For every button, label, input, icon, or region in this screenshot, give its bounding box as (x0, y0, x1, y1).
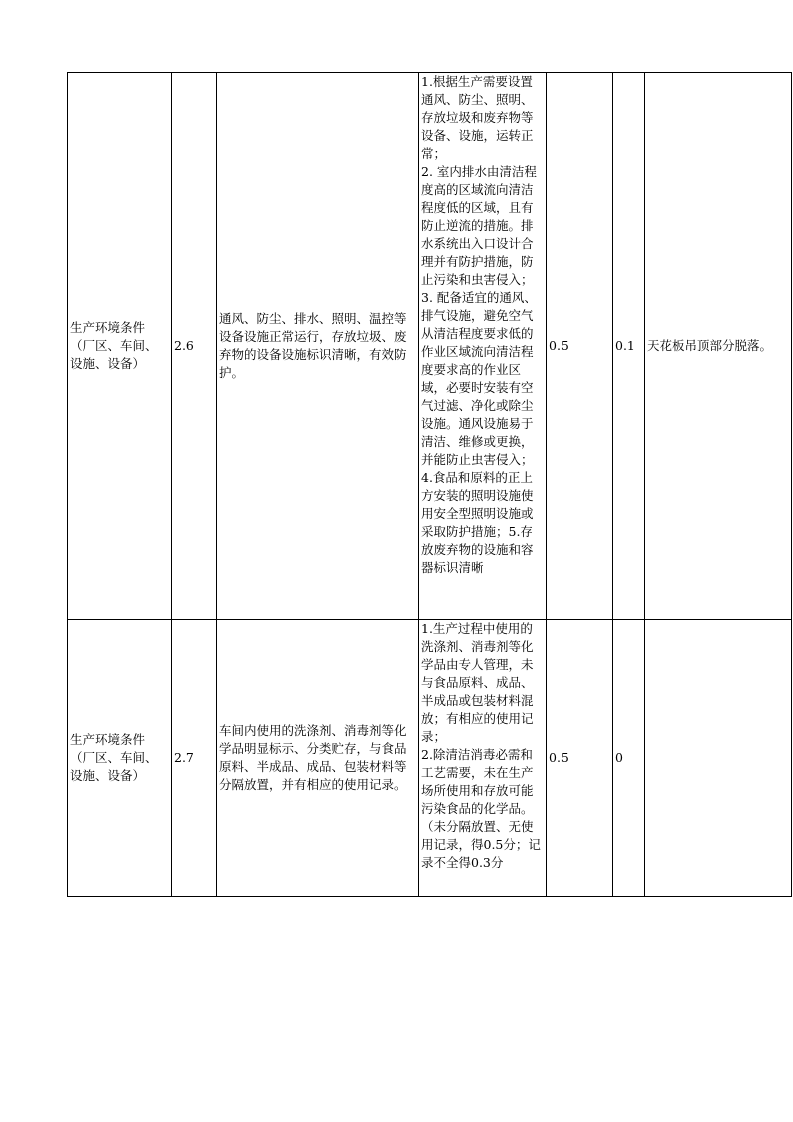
category-cell: 生产环境条件（厂区、车间、设施、设备） (68, 620, 172, 897)
note-cell (645, 620, 792, 897)
deduction-cell: 0 (613, 620, 645, 897)
requirement-cell: 车间内使用的洗涤剂、消毒剂等化学品明显标示、分类贮存，与食品原料、半成品、成品、包装材料等分隔放置，并有相应的使用记录。 (217, 620, 419, 897)
score-cell: 0.5 (547, 73, 613, 620)
deduction-cell: 0.1 (613, 73, 645, 620)
inspection-table (67, 72, 792, 897)
detail-cell: 1.生产过程中使用的洗涤剂、消毒剂等化学品由专人管理，未与食品原料、成品、半成品或包装材料混放；有相应的使用记录； 2.除清洁消毒必需和工艺需要，未在生产场所使用和存放可能污染食品的化学品。（未分隔放置、无使用记录，得0.5分；记录不全得0.3分 (419, 620, 547, 897)
score-cell: 0.5 (547, 620, 613, 897)
detail-cell: 1.根据生产需要设置通风、防尘、照明、存放垃圾和废弃物等设备、设施，运转正常； 2. 室内排水由清洁程度高的区域流向清洁程度低的区域，且有防止逆流的措施。排水系统出入口设计合理并有防护措施，防止污染和虫害侵入； 3. 配备适宜的通风、排气设施，避免空气从清洁程度要求低的作业区域流向清洁程度要求高的作业区域，必要时安装有空气过滤、净化或除尘设施。通风设施易于清洁、维修或更换，并能防止虫害侵入；4.食品和原料的正上方安装的照明设施使用安全型照明设施或采取防护措施；5.存放废弃物的设施和容器标识清晰 (419, 73, 547, 620)
table-row (68, 620, 792, 897)
item-number-cell: 2.7 (172, 620, 217, 897)
table-row (68, 73, 792, 620)
note-cell: 天花板吊顶部分脱落。 (645, 73, 792, 620)
item-number-cell: 2.6 (172, 73, 217, 620)
requirement-cell: 通风、防尘、排水、照明、温控等设备设施正常运行，存放垃圾、废弃物的设备设施标识清晰，有效防护。 (217, 73, 419, 620)
category-cell: 生产环境条件（厂区、车间、设施、设备） (68, 73, 172, 620)
